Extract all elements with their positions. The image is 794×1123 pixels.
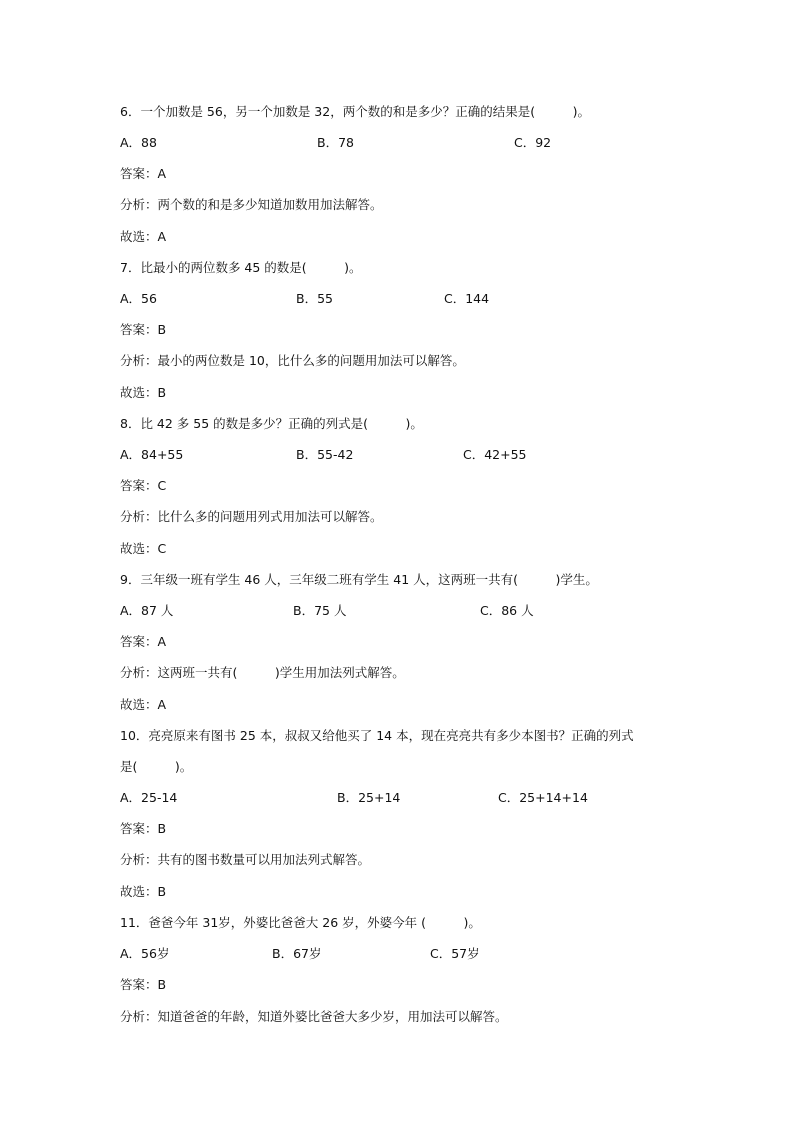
question-11-option-c: C．57岁 <box>430 946 480 961</box>
question-8-stem: 8．比 42 多 55 的数是多少？正确的列式是( )。 <box>120 416 423 431</box>
question-9-analysis: 分析：这两班一共有( )学生用加法列式解答。 <box>120 665 405 680</box>
question-8-analysis: 分析：比什么多的问题用列式用加法可以解答。 <box>120 509 383 524</box>
question-11-option-a: A．56岁 <box>120 946 170 961</box>
question-10-choice: 故选：B <box>120 884 167 899</box>
question-6-choice: 故选：A <box>120 229 167 244</box>
question-7-analysis: 分析：最小的两位数是 10，比什么多的问题用加法可以解答。 <box>120 353 465 368</box>
question-11-option-b: B．67岁 <box>272 946 322 961</box>
question-9-option-c: C．86 人 <box>480 603 534 618</box>
question-8-option-b: B．55-42 <box>296 447 354 462</box>
question-10-stem-continued: 是( )。 <box>120 759 193 774</box>
question-9-choice: 故选：A <box>120 697 167 712</box>
question-11-answer: 答案：B <box>120 977 167 992</box>
question-11-stem: 11．爸爸今年 31岁，外婆比爸爸大 26 岁，外婆今年 ( )。 <box>120 915 481 930</box>
question-7-option-c: C．144 <box>444 291 490 306</box>
question-10-stem: 10．亮亮原来有图书 25 本，叔叔又给他买了 14 本，现在亮亮共有多少本图书？正确的列式 <box>120 728 634 743</box>
question-9-answer: 答案：A <box>120 634 167 649</box>
question-9-option-b: B．75 人 <box>293 603 347 618</box>
question-7-stem: 7．比最小的两位数多 45 的数是( )。 <box>120 260 362 275</box>
question-8-answer: 答案：C <box>120 478 167 493</box>
question-9-option-a: A．87 人 <box>120 603 174 618</box>
question-10-option-c: C．25+14+14 <box>498 790 588 805</box>
question-10-analysis: 分析：共有的图书数量可以用加法列式解答。 <box>120 852 371 867</box>
question-8-choice: 故选：C <box>120 541 167 556</box>
question-7-option-b: B．55 <box>296 291 333 306</box>
question-6-analysis: 分析：两个数的和是多少知道加数用加法解答。 <box>120 197 383 212</box>
question-8-option-a: A．84+55 <box>120 447 184 462</box>
question-7-option-a: A．56 <box>120 291 157 306</box>
question-6-stem: 6．一个加数是 56，另一个加数是 32，两个数的和是多少？正确的结果是( )。 <box>120 104 590 119</box>
question-6-option-b: B．78 <box>317 135 354 150</box>
question-10-answer: 答案：B <box>120 821 167 836</box>
question-7-answer: 答案：B <box>120 322 167 337</box>
question-10-option-a: A．25-14 <box>120 790 178 805</box>
question-9-stem: 9．三年级一班有学生 46 人，三年级二班有学生 41 人，这两班一共有( )学生。 <box>120 572 598 587</box>
question-6-option-c: C．92 <box>514 135 552 150</box>
question-10-option-b: B．25+14 <box>337 790 401 805</box>
question-7-choice: 故选：B <box>120 385 167 400</box>
question-8-option-c: C．42+55 <box>463 447 527 462</box>
question-6-answer: 答案：A <box>120 166 167 181</box>
question-11-analysis: 分析：知道爸爸的年龄，知道外婆比爸爸大多少岁，用加法可以解答。 <box>120 1009 508 1024</box>
question-6-option-a: A．88 <box>120 135 157 150</box>
